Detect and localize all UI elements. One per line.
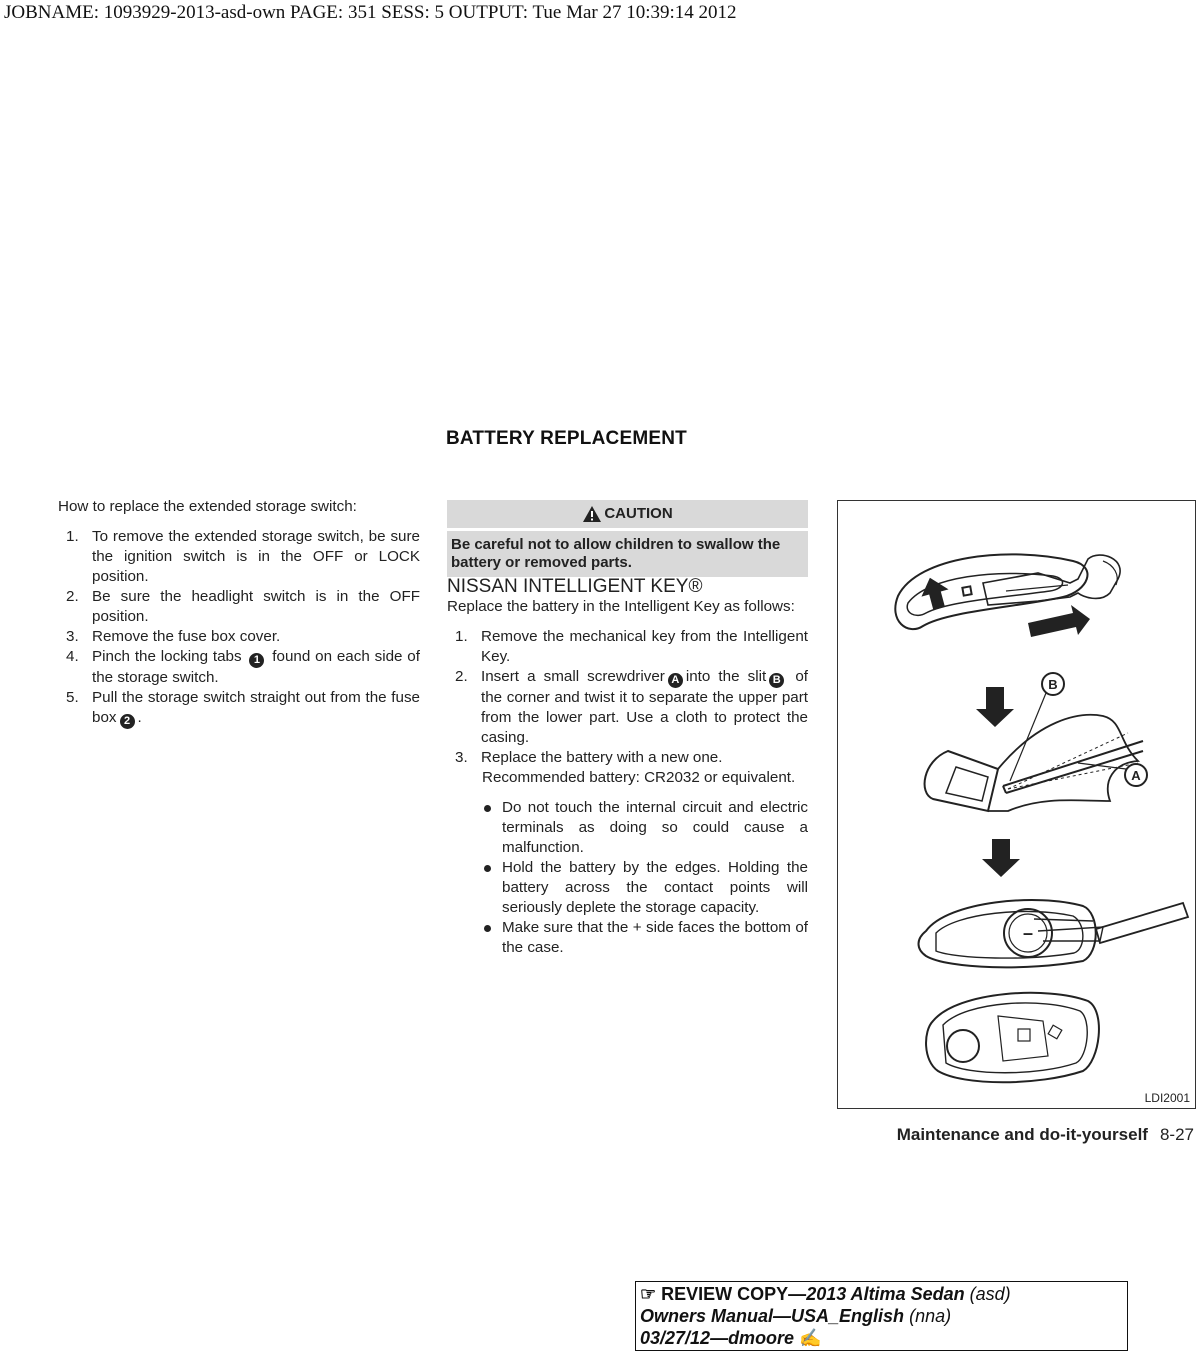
key-case-top	[919, 900, 1096, 967]
intelligent-key-heading: NISSAN INTELLIGENT KEY®	[447, 576, 703, 597]
key-disassembly-illustration	[838, 501, 1195, 1108]
screwdriver-handle	[1096, 903, 1188, 943]
list-item: 1. Remove the mechanical key from the Intelligent Key.	[455, 628, 808, 665]
section-title: BATTERY REPLACEMENT	[446, 428, 687, 449]
callout-b-label: B	[1048, 677, 1058, 692]
middle-column	[447, 500, 808, 958]
review-copy-box	[635, 1281, 1128, 1351]
page-footer	[897, 1125, 1194, 1145]
caution-label: CAUTION	[604, 505, 673, 522]
recommended-battery: Recommended battery: CR2032 or equivalent.	[482, 769, 796, 786]
callout-marker: B	[769, 673, 784, 688]
bullet-icon	[484, 805, 491, 812]
key-case-bottom	[926, 993, 1099, 1082]
storage-switch-intro: How to replace the extended storage switch:	[58, 498, 357, 515]
callout-marker: A	[668, 673, 683, 688]
bullet-item: Make sure that the + side faces the bottom of the case.	[447, 918, 808, 958]
review-line-3: 03/27/12—dmoore ✍	[640, 1328, 822, 1348]
callout-marker: 2	[120, 714, 135, 729]
callout-a-label: A	[1131, 768, 1141, 783]
list-item: 4. Pinch the locking tabs 1 found on each side of the storage switch.	[66, 648, 420, 686]
caution-header	[447, 500, 808, 528]
list-item: 3. Replace the battery with a new one.	[455, 749, 723, 766]
battery-replacement-figure	[837, 500, 1196, 1109]
warning-icon	[582, 505, 602, 523]
footer-section: Maintenance and do-it-yourself	[896, 1125, 1148, 1144]
figure-code: LDI2001	[1144, 1091, 1190, 1105]
battery-minus-sign: –	[1022, 923, 1034, 943]
list-item: 2. Insert a small screwdriver A into the slit B of the corner and twist it to separate the upper part from the lower part. Use a cloth to protect the casing.	[455, 668, 808, 746]
arrow-down-icon	[982, 839, 1020, 877]
callout-marker: 1	[249, 653, 264, 668]
review-line-2: Owners Manual—USA_English (nna)	[640, 1306, 952, 1326]
left-column	[58, 497, 420, 729]
arrow-right-icon	[1028, 605, 1090, 637]
list-item: 3. Remove the fuse box cover.	[66, 628, 281, 645]
bullet-item: Do not touch the internal circuit and electric terminals as doing so could cause a malfunction.	[447, 798, 808, 858]
pointing-hand-icon: ☞	[640, 1284, 657, 1304]
intelligent-key-intro: Replace the battery in the Intelligent Key as follows:	[447, 598, 795, 615]
arrow-down-icon	[976, 687, 1014, 727]
bullet-item: Hold the battery by the edges. Holding the battery across the contact points will seriously deplete the storage capacity.	[447, 858, 808, 918]
list-item: 5. Pull the storage switch straight out from the fuse box 2 .	[66, 689, 420, 727]
bullet-icon	[484, 925, 491, 932]
writing-hand-icon: ✍	[799, 1328, 822, 1348]
list-item: 2. Be sure the headlight switch is in the OFF position.	[66, 588, 420, 625]
review-line-1: ☞ REVIEW COPY—2013 Altima Sedan (asd)	[640, 1284, 1011, 1304]
bullet-icon	[484, 865, 491, 872]
job-header: JOBNAME: 1093929-2013-asd-own PAGE: 351 SESS: 5 OUTPUT: Tue Mar 27 10:39:14 2012	[4, 2, 737, 23]
page-number: 8-27	[1159, 1125, 1194, 1144]
caution-text: Be careful not to allow children to swallow the battery or removed parts.	[447, 531, 808, 577]
list-item: 1. To remove the extended storage switch, be sure the ignition switch is in the OFF or LOCK position.	[66, 528, 420, 585]
